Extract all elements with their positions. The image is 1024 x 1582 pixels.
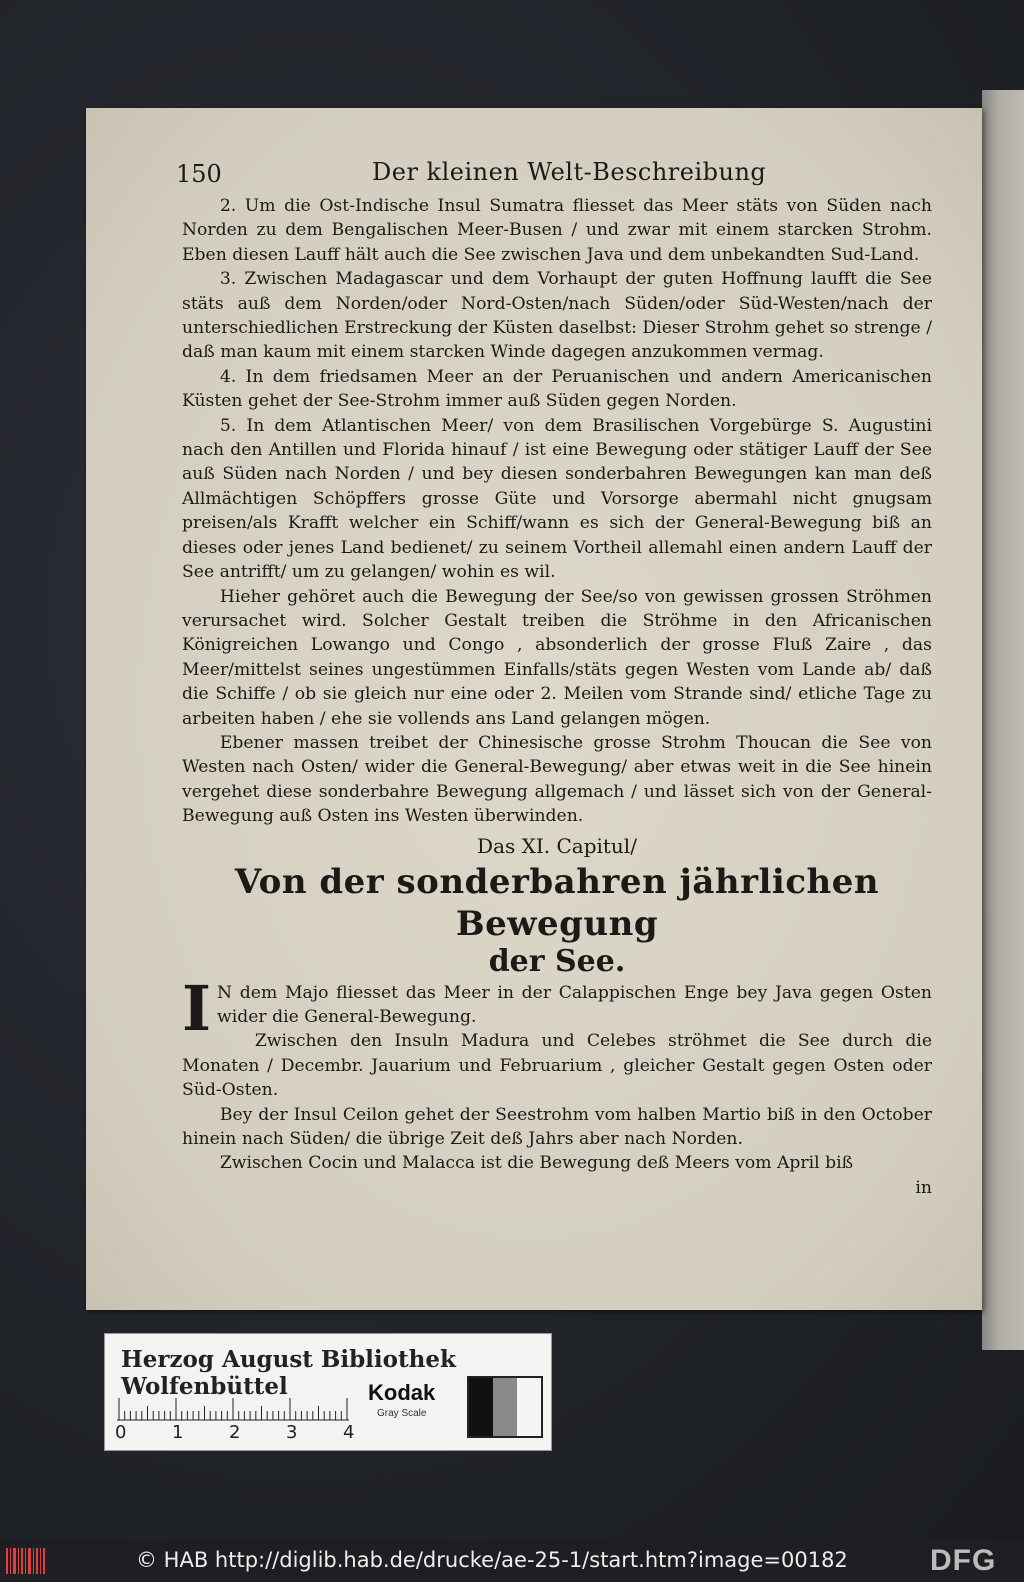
paragraph: 4. In dem friedsamen Meer an der Peruanischen und andern Americanischen Küsten gehet der See-Strohm immer auß Süden gegen Norden. (182, 366, 932, 412)
catchword: in (915, 1177, 932, 1198)
chapter-number: Das XI. Capitul/ (477, 833, 637, 858)
swatch-black (469, 1378, 493, 1436)
paragraph: Ebener massen treibet der Chinesische grosse Strohm Thoucan die See von Westen nach Osten/ wider die General-Bewegung/ aber etwas weit in die See hinein vergehet diese sonderbahre Bewegung allgemach / und lässet sich von der General-Bewegung auß Osten ins Westen überwinden. (182, 732, 932, 827)
swatch-white (517, 1378, 541, 1436)
chapter-title: Von der sonderbahren jährlichen Bewegung (234, 861, 880, 944)
ruler-number: 1 (172, 1422, 184, 1443)
ruler-scale (117, 1386, 357, 1426)
dfg-logo: DFG (930, 1544, 997, 1577)
page-text-block (176, 158, 932, 1200)
swatch-gray (493, 1378, 517, 1436)
paragraph: Hieher gehöret auch die Bewegung der See/so von gewissen grossen Ströhmen verursachet wird. Solcher Gestalt treiben die Ströhme in den Africanischen Königreichen Lowango und Congo , absonderlich der grosse Fluß Zaire , das Meer/mittelst seines ungestümmen Einfalls/stäts gegen Westen vom Lande ab/ daß die Schiffe / ob sie gleich nur eine oder 2. Meilen vom Strande sind/ etliche Tage zu arbeiten haben / ehe sie vollends ans Land gelangen mögen. (182, 586, 932, 729)
ruler-number: 0 (115, 1422, 127, 1443)
paragraph: Zwischen Cocin und Malacca ist die Bewegung deß Meers vom April biß (219, 1153, 854, 1174)
adjacent-page-edge (982, 90, 1024, 1350)
dropcap-initial: I (182, 971, 212, 1045)
paragraph: 3. Zwischen Madagascar und dem Vorhaupt der guten Hoffnung laufft die See stäts auß dem Norden/oder Nord-Osten/nach Süden/oder Süd-Westen/nach der unterschiedlichen Erstreckung der Küsten daselbst: Dieser Strohm gehet so strenge / daß man kaum mit einem starcken Winde dagegen anzukommen vermag. (182, 269, 932, 363)
paragraph: 2. Um die Ost-Indische Insul Sumatra fliesset das Meer stäts von Süden nach Norden zu dem Bengalischen Meer-Busen / und zwar mit einem starcken Strohm. Eben diesen Lauff hält auch die See zwischen Java und dem unbekandten Sud-Land. (182, 196, 932, 265)
paragraph-text: N dem Majo fliesset das Meer in der Calappischen Enge bey Java gegen Osten wider die General-Bewegung. (217, 982, 932, 1027)
running-title: Der kleinen Welt-Beschreibung (372, 158, 767, 186)
ruler-number: 2 (229, 1422, 241, 1443)
book-page (86, 108, 982, 1310)
gray-scale-label: Gray Scale (377, 1408, 427, 1419)
gray-swatches (467, 1376, 543, 1438)
ruler-number: 4 (343, 1422, 355, 1443)
barcode-icon (6, 1546, 46, 1576)
footer-bar (0, 1540, 1024, 1582)
kodak-brand: Kodak (368, 1380, 436, 1405)
chapter-first-paragraph (182, 971, 932, 1045)
paragraph: Zwischen den Insuln Madura und Celebes ströhmet die See durch die Monaten / Decembr. Jauarium und Februarium , gleicher Gestalt gegen Osten oder Süd-Osten. (182, 1031, 932, 1101)
copyright-link[interactable]: © HAB http://diglib.hab.de/drucke/ae-25-1/start.htm?image=00182 (136, 1548, 848, 1572)
ruler-number: 3 (286, 1422, 298, 1443)
color-calibration-card (104, 1333, 552, 1451)
library-name: Herzog August Bibliothek Wolfenbüttel (121, 1346, 456, 1400)
chapter-title-continued: der See. (488, 943, 626, 979)
page-number: 150 (176, 160, 222, 188)
page-header (176, 158, 932, 192)
paragraph: 5. In dem Atlantischen Meer/ von dem Brasilischen Vorgebürge S. Augustini nach den Antillen und Florida hinauf / ist eine Bewegung oder stätiger Lauff der See auß Süden nach Norden / und bey diesen sonderbahren Bewegungen kan man deß Allmächtigen Schöpffers grosse Güte und Vorsorge abermahl nicht gnugsam preisen/als Krafft welcher ein Schiff/wann es sich der General-Bewegung biß an dieses oder jenes Land bedienet/ zu seinem Vortheil allemahl einen andern Lauff der See antrifft/ um zu gelangen/ wohin es wil. (182, 415, 932, 583)
paragraph: Bey der Insul Ceilon gehet der Seestrohm vom halben Martio biß in den October hinein nach Süden/ die übrige Zeit deß Jahrs aber nach Norden. (182, 1104, 932, 1149)
